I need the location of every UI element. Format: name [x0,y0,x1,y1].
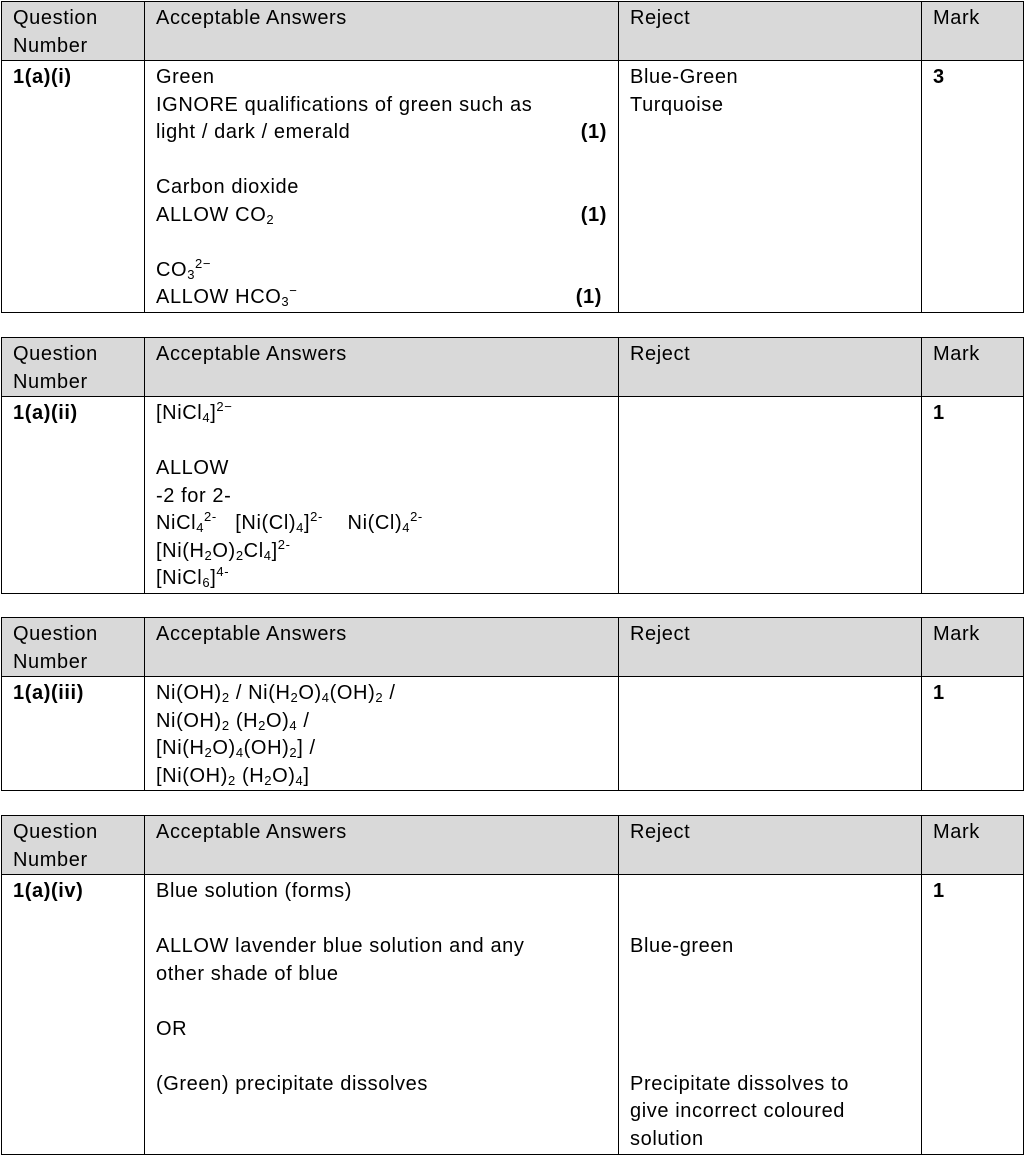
header-reject: Reject [619,2,922,61]
question-number: 1(a)(i) [2,61,145,313]
reject-line: solution [630,1127,704,1150]
mark-scheme-table-1a-iv [1,815,1024,1155]
reject-line: give incorrect coloured [630,1100,846,1122]
header-question-number: Question Number [2,2,145,61]
question-number: 1(a)(iii) [2,677,145,791]
header-mark: Mark [922,618,1024,677]
answer-line: ALLOW $CO_2$ (1) [156,202,607,230]
answer-line: IGNORE qualifications of green such as [156,93,533,116]
question-number: 1(a)(iv) [2,875,145,1155]
reject-cell [619,61,922,313]
mark-point: (1) [580,121,607,143]
answer-line: other shade of blue [156,962,339,985]
header-acceptable-answers: Acceptable Answers [145,816,619,875]
formula-hydrate: $[Ni(H_2O)_2Cl_4]^{2-}$ [156,536,291,563]
header-question-number: Question Number [2,816,145,875]
header-acceptable-answers: Acceptable Answers [145,618,619,677]
header-mark: Mark [922,2,1024,61]
formula-nicl4: [NiCl$_4$]$^{2-}$ [156,399,233,425]
mark-cell: 3 [922,61,1024,313]
answer-line: ALLOW $HCO_3^-$ (1) [156,284,607,312]
answer-line: Carbon dioxide [156,176,299,198]
mark-scheme-table-1a-ii [1,337,1024,594]
formula-line: [$Ni(OH)_2$ $(H_2O)_4$] [156,764,310,788]
table-header-row [2,618,1024,677]
table-row [2,875,1024,1155]
formula-line: $Ni(OH)_2 / Ni(H_2O)_4(OH)_2$ / [156,682,396,705]
table-header-row [2,2,1024,61]
reject-cell [619,875,922,1155]
formula-line: $Ni(OH)_2$ $(H_2O)_4$ / [156,709,310,733]
table-row [2,397,1024,594]
reject-line: Blue-Green [630,66,739,88]
reject-line: Turquoise [630,93,724,116]
mark-cell: 1 [922,397,1024,594]
reject-cell [619,677,922,791]
reject-line: Blue-green [630,935,734,957]
formula-line: $[Ni(H_2O)_4(OH)_2]$ / [156,737,316,760]
answer-line: light / dark / emerald (1) [156,119,607,147]
reject-line: Precipitate dissolves to [630,1072,849,1095]
header-question-number: Question Number [2,618,145,677]
header-acceptable-answers: Acceptable Answers [145,2,619,61]
table-row [2,677,1024,791]
answer-line: ALLOW [156,457,230,479]
table-header-row [2,816,1024,875]
mark-point: (1) [580,203,607,226]
answer-line: Green [156,66,215,88]
answer-line: OR [156,1017,188,1040]
question-number: 1(a)(ii) [2,397,145,594]
mark-cell: 1 [922,677,1024,791]
table-row [2,61,1024,313]
formula-alternatives: NiCl$_4^{2-}$ $[Ni(Cl)_4]^{2-}$ $Ni(Cl)_4^{2-}$ [156,509,423,535]
answer-line: Blue solution (forms) [156,880,352,902]
acceptable-answers-cell [145,677,619,791]
answer-line: -2 for 2- [156,484,232,507]
table-header-row [2,338,1024,397]
acceptable-answers-cell [145,875,619,1155]
acceptable-answers-cell [145,61,619,313]
header-acceptable-answers: Acceptable Answers [145,338,619,397]
mark-point: (1) [575,286,602,308]
header-mark: Mark [922,338,1024,397]
header-reject: Reject [619,338,922,397]
acceptable-answers-cell [145,397,619,594]
header-reject: Reject [619,816,922,875]
mark-scheme-table-1a-i [1,1,1024,313]
mark-cell: 1 [922,875,1024,1155]
reject-cell [619,397,922,594]
header-reject: Reject [619,618,922,677]
header-question-number: Question Number [2,338,145,397]
mark-scheme-table-1a-iii [1,617,1024,791]
formula-nicl6: [NiCl$_6$]$^{4-}$ [156,564,230,590]
answer-line: ALLOW lavender blue solution and any [156,935,525,957]
header-mark: Mark [922,816,1024,875]
answer-line: (Green) precipitate dissolves [156,1072,428,1095]
answer-line: $CO_3^{2-}$ [156,255,212,282]
